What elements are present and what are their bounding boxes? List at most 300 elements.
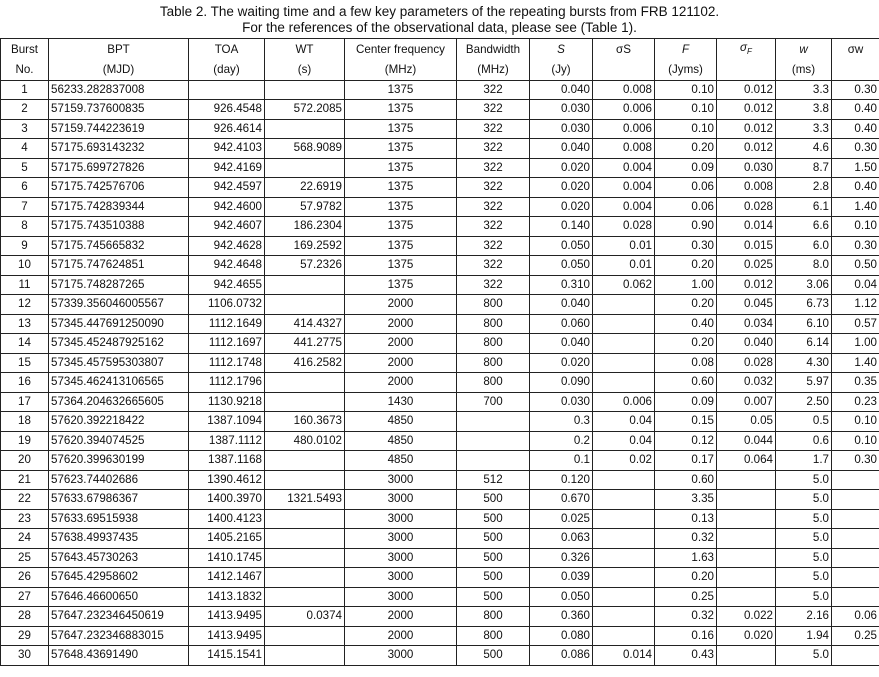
cell-center-frequency: 2000: [345, 314, 457, 334]
cell-sigma-f: [717, 529, 776, 549]
cell-sigma-s: 0.02: [593, 451, 655, 471]
cell-wt: 568.9089: [265, 139, 345, 159]
cell-s: 0.050: [530, 236, 593, 256]
cell-s: 0.060: [530, 314, 593, 334]
cell-sigma-s: [593, 529, 655, 549]
cell-burst: 25: [1, 548, 49, 568]
cell-toa: 1400.4123: [189, 509, 265, 529]
cell-sigma-f: [717, 568, 776, 588]
cell-sigma-w: 0.57: [832, 314, 879, 334]
cell-burst: 24: [1, 529, 49, 549]
cell-center-frequency: 4850: [345, 412, 457, 432]
cell-wt: [265, 646, 345, 666]
cell-center-frequency: 1375: [345, 178, 457, 198]
cell-center-frequency: 1375: [345, 217, 457, 237]
cell-w: 0.5: [776, 412, 832, 432]
cell-toa: [189, 80, 265, 100]
header-unit-day: (day): [189, 61, 265, 80]
cell-sigma-s: [593, 548, 655, 568]
table-row: [1, 80, 879, 100]
cell-toa: 926.4614: [189, 119, 265, 139]
cell-sigma-s: [593, 470, 655, 490]
cell-s: 0.040: [530, 139, 593, 159]
cell-w: 5.0: [776, 509, 832, 529]
cell-burst: 5: [1, 158, 49, 178]
table-row: [1, 314, 879, 334]
cell-toa: 1390.4612: [189, 470, 265, 490]
table-row: [1, 470, 879, 490]
cell-burst: 18: [1, 412, 49, 432]
cell-sigma-w: 0.40: [832, 119, 879, 139]
cell-s: 0.050: [530, 256, 593, 276]
cell-f: 0.20: [655, 295, 717, 315]
cell-s: 0.360: [530, 607, 593, 627]
table-row: [1, 139, 879, 159]
cell-sigma-f: 0.012: [717, 139, 776, 159]
cell-sigma-s: [593, 373, 655, 393]
cell-center-frequency: 1375: [345, 197, 457, 217]
cell-toa: 1415.1541: [189, 646, 265, 666]
cell-sigma-w: 1.12: [832, 295, 879, 315]
cell-center-frequency: 4850: [345, 451, 457, 471]
cell-toa: 1112.1649: [189, 314, 265, 334]
cell-toa: 1387.1094: [189, 412, 265, 432]
cell-wt: 416.2582: [265, 353, 345, 373]
header-unit-mjd: (MJD): [49, 61, 189, 80]
cell-sigma-s: [593, 490, 655, 510]
cell-center-frequency: 1375: [345, 158, 457, 178]
cell-sigma-s: [593, 334, 655, 354]
cell-sigma-s: [593, 568, 655, 588]
table-row: [1, 373, 879, 393]
cell-burst: 8: [1, 217, 49, 237]
cell-bpt: 57159.737600835: [49, 100, 189, 120]
cell-burst: 29: [1, 626, 49, 646]
cell-sigma-w: 1.50: [832, 158, 879, 178]
cell-sigma-f: 0.040: [717, 334, 776, 354]
cell-center-frequency: 4850: [345, 431, 457, 451]
cell-bpt: 57175.748287265: [49, 275, 189, 295]
cell-sigma-w: [832, 529, 879, 549]
cell-sigma-f: 0.012: [717, 80, 776, 100]
cell-bandwidth: 322: [457, 100, 530, 120]
cell-bpt: 57645.42958602: [49, 568, 189, 588]
cell-f: 0.15: [655, 412, 717, 432]
cell-toa: 1112.1748: [189, 353, 265, 373]
header-center-frequency: Center frequency: [345, 39, 457, 62]
cell-sigma-s: 0.006: [593, 100, 655, 120]
cell-wt: [265, 392, 345, 412]
cell-w: 8.0: [776, 256, 832, 276]
table-row: [1, 646, 879, 666]
cell-sigma-f: 0.012: [717, 119, 776, 139]
cell-wt: [265, 626, 345, 646]
cell-bpt: 57648.43691490: [49, 646, 189, 666]
cell-bandwidth: 500: [457, 587, 530, 607]
cell-bpt: 57620.399630199: [49, 451, 189, 471]
table-row: [1, 431, 879, 451]
cell-wt: 414.4327: [265, 314, 345, 334]
cell-sigma-f: 0.025: [717, 256, 776, 276]
cell-burst: 20: [1, 451, 49, 471]
cell-f: 0.13: [655, 509, 717, 529]
cell-wt: 169.2592: [265, 236, 345, 256]
cell-center-frequency: 3000: [345, 646, 457, 666]
cell-w: 1.94: [776, 626, 832, 646]
header-bpt: BPT: [49, 39, 189, 62]
table-row: [1, 158, 879, 178]
cell-bandwidth: 322: [457, 197, 530, 217]
cell-center-frequency: 1375: [345, 80, 457, 100]
cell-w: 8.7: [776, 158, 832, 178]
cell-bandwidth: 800: [457, 373, 530, 393]
cell-burst: 15: [1, 353, 49, 373]
cell-sigma-s: 0.008: [593, 139, 655, 159]
header-f: F: [655, 39, 717, 62]
cell-bandwidth: 800: [457, 626, 530, 646]
cell-s: 0.020: [530, 178, 593, 198]
cell-s: 0.039: [530, 568, 593, 588]
cell-toa: 942.4103: [189, 139, 265, 159]
cell-burst: 17: [1, 392, 49, 412]
cell-s: 0.310: [530, 275, 593, 295]
cell-toa: 942.4655: [189, 275, 265, 295]
cell-s: 0.025: [530, 509, 593, 529]
cell-sigma-w: 0.30: [832, 80, 879, 100]
cell-bpt: 57175.742576706: [49, 178, 189, 198]
cell-f: 0.06: [655, 197, 717, 217]
cell-sigma-s: 0.014: [593, 646, 655, 666]
cell-bandwidth: 500: [457, 646, 530, 666]
cell-burst: 11: [1, 275, 49, 295]
cell-sigma-s: [593, 314, 655, 334]
cell-burst: 2: [1, 100, 49, 120]
cell-toa: 942.4169: [189, 158, 265, 178]
cell-sigma-f: [717, 587, 776, 607]
cell-sigma-w: 0.30: [832, 236, 879, 256]
cell-sigma-f: 0.028: [717, 353, 776, 373]
cell-center-frequency: 3000: [345, 490, 457, 510]
table-row: [1, 587, 879, 607]
table-row: [1, 100, 879, 120]
cell-center-frequency: 3000: [345, 529, 457, 549]
cell-bpt: 57345.457595303807: [49, 353, 189, 373]
cell-bpt: 57345.452487925162: [49, 334, 189, 354]
cell-burst: 23: [1, 509, 49, 529]
cell-wt: 1321.5493: [265, 490, 345, 510]
header-sigma-w: σw: [832, 39, 879, 62]
cell-s: 0.050: [530, 587, 593, 607]
table-row: [1, 217, 879, 237]
cell-burst: 14: [1, 334, 49, 354]
cell-wt: [265, 470, 345, 490]
cell-sigma-f: 0.044: [717, 431, 776, 451]
cell-bpt: 57175.745665832: [49, 236, 189, 256]
cell-sigma-s: 0.04: [593, 412, 655, 432]
table-row: [1, 236, 879, 256]
table-row: [1, 451, 879, 471]
cell-bpt: 57175.743510388: [49, 217, 189, 237]
cell-w: 5.0: [776, 587, 832, 607]
cell-sigma-s: [593, 295, 655, 315]
header-sigma-s: σS: [593, 39, 655, 62]
cell-sigma-f: 0.007: [717, 392, 776, 412]
cell-w: 5.0: [776, 646, 832, 666]
cell-s: 0.090: [530, 373, 593, 393]
cell-s: 0.086: [530, 646, 593, 666]
cell-sigma-f: 0.05: [717, 412, 776, 432]
table-row: [1, 548, 879, 568]
cell-f: 0.16: [655, 626, 717, 646]
cell-sigma-f: 0.045: [717, 295, 776, 315]
cell-wt: [265, 548, 345, 568]
cell-s: 0.030: [530, 119, 593, 139]
cell-bandwidth: 500: [457, 509, 530, 529]
header-toa: TOA: [189, 39, 265, 62]
cell-bpt: 57623.74402686: [49, 470, 189, 490]
cell-sigma-s: 0.004: [593, 197, 655, 217]
table-row: [1, 392, 879, 412]
cell-sigma-w: 0.25: [832, 626, 879, 646]
cell-bpt: 57643.45730263: [49, 548, 189, 568]
cell-center-frequency: 1430: [345, 392, 457, 412]
cell-sigma-w: 0.40: [832, 100, 879, 120]
cell-wt: [265, 80, 345, 100]
burst-table: [0, 38, 879, 666]
cell-wt: 572.2085: [265, 100, 345, 120]
cell-sigma-w: [832, 470, 879, 490]
cell-toa: 1412.1467: [189, 568, 265, 588]
table-caption: [0, 0, 879, 38]
cell-f: 0.09: [655, 392, 717, 412]
cell-bpt: 57175.742839344: [49, 197, 189, 217]
cell-sigma-w: 0.06: [832, 607, 879, 627]
cell-toa: 1106.0732: [189, 295, 265, 315]
cell-toa: 1112.1697: [189, 334, 265, 354]
cell-f: 0.90: [655, 217, 717, 237]
cell-wt: [265, 158, 345, 178]
cell-f: 0.08: [655, 353, 717, 373]
cell-bandwidth: 512: [457, 470, 530, 490]
cell-sigma-s: [593, 587, 655, 607]
cell-toa: 1387.1112: [189, 431, 265, 451]
cell-wt: [265, 451, 345, 471]
header-unit-mhz: (MHz): [345, 61, 457, 80]
cell-sigma-f: 0.028: [717, 197, 776, 217]
cell-sigma-w: [832, 587, 879, 607]
cell-toa: 1413.9495: [189, 626, 265, 646]
cell-w: 2.16: [776, 607, 832, 627]
cell-bandwidth: [457, 412, 530, 432]
cell-center-frequency: 1375: [345, 100, 457, 120]
cell-sigma-s: 0.008: [593, 80, 655, 100]
cell-burst: 21: [1, 470, 49, 490]
cell-bpt: 57175.747624851: [49, 256, 189, 276]
cell-burst: 9: [1, 236, 49, 256]
cell-center-frequency: 2000: [345, 353, 457, 373]
cell-sigma-s: [593, 509, 655, 529]
cell-w: 6.6: [776, 217, 832, 237]
cell-toa: 926.4548: [189, 100, 265, 120]
cell-bpt: 57646.46600650: [49, 587, 189, 607]
header-unit-jy: (Jy): [530, 61, 593, 80]
cell-f: 0.32: [655, 607, 717, 627]
cell-sigma-s: 0.01: [593, 236, 655, 256]
caption-line-1: Table 2. The waiting time and a few key parameters of the repeating bursts from FRB 121102.: [159, 4, 720, 19]
cell-bandwidth: [457, 431, 530, 451]
header-bandwidth: Bandwidth: [457, 39, 530, 62]
cell-f: 0.06: [655, 178, 717, 198]
cell-f: 1.63: [655, 548, 717, 568]
cell-sigma-w: 0.23: [832, 392, 879, 412]
cell-toa: 942.4607: [189, 217, 265, 237]
cell-bandwidth: 322: [457, 158, 530, 178]
cell-s: 0.120: [530, 470, 593, 490]
cell-burst: 1: [1, 80, 49, 100]
cell-wt: 22.6919: [265, 178, 345, 198]
table-row: [1, 607, 879, 627]
cell-sigma-s: 0.004: [593, 158, 655, 178]
cell-w: 3.8: [776, 100, 832, 120]
cell-f: 3.35: [655, 490, 717, 510]
cell-center-frequency: 2000: [345, 626, 457, 646]
cell-sigma-w: [832, 568, 879, 588]
cell-sigma-w: 0.35: [832, 373, 879, 393]
table-row: [1, 529, 879, 549]
cell-bpt: 56233.282837008: [49, 80, 189, 100]
cell-sigma-f: 0.020: [717, 626, 776, 646]
cell-f: 0.40: [655, 314, 717, 334]
cell-f: 0.43: [655, 646, 717, 666]
cell-sigma-s: 0.062: [593, 275, 655, 295]
cell-burst: 22: [1, 490, 49, 510]
cell-bpt: 57364.204632665605: [49, 392, 189, 412]
cell-sigma-s: 0.028: [593, 217, 655, 237]
cell-s: 0.326: [530, 548, 593, 568]
cell-toa: 942.4628: [189, 236, 265, 256]
cell-w: 1.7: [776, 451, 832, 471]
cell-toa: 942.4600: [189, 197, 265, 217]
cell-wt: 480.0102: [265, 431, 345, 451]
cell-sigma-f: [717, 490, 776, 510]
cell-sigma-s: 0.004: [593, 178, 655, 198]
table-row: [1, 334, 879, 354]
cell-sigma-w: 1.00: [832, 334, 879, 354]
cell-sigma-w: 1.40: [832, 197, 879, 217]
cell-wt: 186.2304: [265, 217, 345, 237]
cell-bandwidth: 800: [457, 295, 530, 315]
cell-sigma-w: 0.10: [832, 412, 879, 432]
header-sigma-f: [717, 39, 776, 62]
cell-toa: 1410.1745: [189, 548, 265, 568]
cell-center-frequency: 1375: [345, 236, 457, 256]
header-unit-empty-2: [717, 61, 776, 80]
cell-wt: [265, 119, 345, 139]
cell-s: 0.063: [530, 529, 593, 549]
cell-w: 5.0: [776, 568, 832, 588]
cell-bandwidth: 322: [457, 119, 530, 139]
cell-w: 6.10: [776, 314, 832, 334]
cell-burst: 19: [1, 431, 49, 451]
cell-w: 3.06: [776, 275, 832, 295]
cell-bandwidth: 322: [457, 236, 530, 256]
cell-w: 0.6: [776, 431, 832, 451]
cell-s: 0.030: [530, 100, 593, 120]
cell-s: 0.2: [530, 431, 593, 451]
header-w: w: [776, 39, 832, 62]
cell-sigma-f: 0.008: [717, 178, 776, 198]
cell-sigma-f: 0.034: [717, 314, 776, 334]
cell-sigma-f: [717, 548, 776, 568]
header-s: S: [530, 39, 593, 62]
cell-center-frequency: 1375: [345, 119, 457, 139]
header-unit-jyms: (Jyms): [655, 61, 717, 80]
cell-f: 0.10: [655, 80, 717, 100]
cell-center-frequency: 3000: [345, 587, 457, 607]
cell-s: 0.020: [530, 158, 593, 178]
cell-toa: 1413.9495: [189, 607, 265, 627]
header-row-2: [1, 61, 879, 80]
cell-w: 6.14: [776, 334, 832, 354]
cell-wt: [265, 587, 345, 607]
cell-f: 0.17: [655, 451, 717, 471]
cell-f: 0.60: [655, 373, 717, 393]
cell-bandwidth: 322: [457, 275, 530, 295]
cell-sigma-f: [717, 646, 776, 666]
table-row: [1, 275, 879, 295]
table-row: [1, 256, 879, 276]
cell-wt: [265, 509, 345, 529]
cell-w: 5.0: [776, 529, 832, 549]
cell-f: 0.30: [655, 236, 717, 256]
cell-sigma-f: 0.030: [717, 158, 776, 178]
cell-bandwidth: 322: [457, 217, 530, 237]
cell-bpt: 57620.394074525: [49, 431, 189, 451]
cell-sigma-f: 0.014: [717, 217, 776, 237]
cell-w: 5.0: [776, 490, 832, 510]
cell-sigma-s: 0.04: [593, 431, 655, 451]
cell-bandwidth: 800: [457, 334, 530, 354]
cell-s: 0.1: [530, 451, 593, 471]
cell-sigma-f: [717, 470, 776, 490]
cell-w: 4.6: [776, 139, 832, 159]
cell-s: 0.140: [530, 217, 593, 237]
header-row-1: [1, 39, 879, 62]
cell-sigma-w: [832, 646, 879, 666]
cell-f: 0.25: [655, 587, 717, 607]
cell-sigma-w: 0.30: [832, 451, 879, 471]
cell-center-frequency: 2000: [345, 334, 457, 354]
cell-sigma-w: [832, 490, 879, 510]
cell-toa: 1130.9218: [189, 392, 265, 412]
header-wt: WT: [265, 39, 345, 62]
cell-wt: 160.3673: [265, 412, 345, 432]
cell-burst: 16: [1, 373, 49, 393]
cell-sigma-w: 0.50: [832, 256, 879, 276]
table-row: [1, 295, 879, 315]
caption-line-2: For the references of the observational data, please see (Table 1).: [242, 20, 637, 35]
cell-bandwidth: 500: [457, 548, 530, 568]
table-row: [1, 119, 879, 139]
cell-burst: 6: [1, 178, 49, 198]
cell-w: 5.0: [776, 470, 832, 490]
cell-sigma-f: 0.015: [717, 236, 776, 256]
cell-toa: 1405.2165: [189, 529, 265, 549]
table-row: [1, 197, 879, 217]
cell-f: 0.32: [655, 529, 717, 549]
table-row: [1, 626, 879, 646]
cell-w: 2.50: [776, 392, 832, 412]
